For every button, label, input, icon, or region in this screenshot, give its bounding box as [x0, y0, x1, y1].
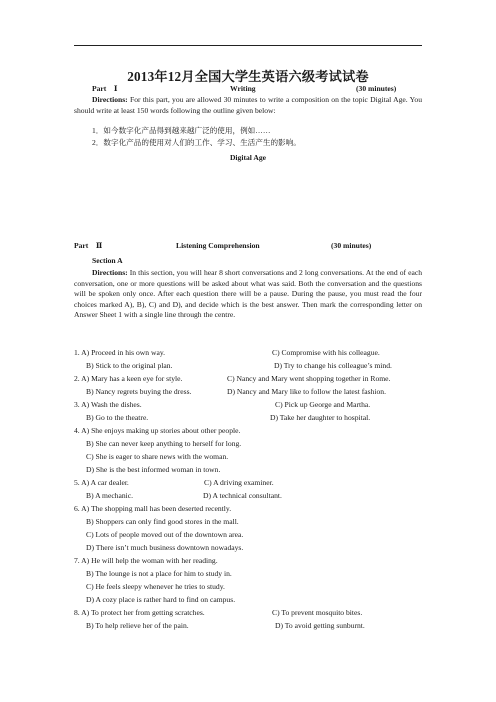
outline-point-1: 1．如今数字化产品得到越来越广泛的使用，例如…… [92, 126, 271, 135]
q4-c: C) She is eager to share news with the woman. [86, 452, 229, 461]
q5-a: 5. A) A car dealer. [74, 478, 129, 487]
q8-c: C) To prevent mosquito bites. [272, 608, 363, 617]
directions-text: In this section, you will hear 8 short conversations and 2 long conversations. At the end of each conversation, one or more questions will be asked about what was said. Both the conversation and the questions will be spoken only once. After each question there will be a pause. During the pause, you must read the four choices marked A), B), C) and D), and decide which is the best answer. Then mark the corresponding letter on Answer Sheet 1 with a single line through the centre. [74, 268, 422, 320]
q5-c: C) A driving examiner. [204, 478, 274, 487]
section-a-heading: Section A [92, 256, 123, 265]
q6-d: D) There isn’t much business downtown nowadays. [86, 543, 244, 552]
q3-d: D) Take her daughter to hospital. [270, 413, 371, 422]
outline-point-2: 2．数字化产品的使用对人们的工作、学习、生活产生的影响。 [92, 138, 301, 147]
part2-directions [74, 268, 422, 321]
q2-d: D) Nancy and Mary like to follow the latest fashion. [227, 387, 387, 396]
q2-c: C) Nancy and Mary went shopping together in Rome. [227, 374, 391, 383]
directions-text: For this part, you are allowed 30 minutes to write a composition on the topic Digital Age. You should write at least 150 words following the outline given below: [74, 95, 422, 115]
part1-label: Part Ⅰ [92, 84, 118, 93]
q4-a: 4. A) She enjoys making up stories about other people. [74, 426, 241, 435]
q2-b: B) Nancy regrets buying the dress. [86, 387, 192, 396]
q3-c: C) Pick up George and Martha. [275, 400, 371, 409]
q6-a: 6. A) The shopping mall has been deserted recently. [74, 504, 232, 513]
q2-a: 2. A) Mary has a keen eye for style. [74, 374, 183, 383]
q7-a: 7. A) He will help the woman with her reading. [74, 556, 218, 565]
q7-b: B) The lounge is not a place for him to study in. [86, 569, 232, 578]
part1-time: (30 minutes) [356, 84, 397, 93]
q6-c: C) Lots of people moved out of the downtown area. [86, 530, 244, 539]
essay-title: Digital Age [229, 153, 267, 162]
q7-d: D) A cozy place is rather hard to find on campus. [86, 595, 236, 604]
header-rule [74, 45, 422, 46]
part2-label: Part Ⅱ [74, 241, 103, 250]
directions-lead: Directions: [92, 268, 128, 277]
page-title: 2013年12月全国大学生英语六级考试试卷 [127, 69, 369, 84]
q1-c: C) Compromise with his colleague. [272, 348, 380, 357]
q3-b: B) Go to the theatre. [86, 413, 149, 422]
part1-name: Writing [230, 84, 256, 93]
q1-d: D) Try to change his colleague’s mind. [274, 361, 392, 370]
part1-directions [74, 95, 422, 116]
q5-b: B) A mechanic. [86, 491, 134, 500]
part2-name: Listening Comprehension [176, 241, 260, 250]
q4-d: D) She is the best informed woman in town. [86, 465, 221, 474]
q6-b: B) Shoppers can only find good stores in the mall. [86, 517, 239, 526]
q8-b: B) To help relieve her of the pain. [86, 621, 189, 630]
q8-a: 8. A) To protect her from getting scratches. [74, 608, 205, 617]
q5-d: D) A technical consultant. [203, 491, 282, 500]
q4-b: B) She can never keep anything to herself for long. [86, 439, 242, 448]
q1-b: B) Stick to the original plan. [86, 361, 173, 370]
q1-a: 1. A) Proceed in his own way. [74, 348, 166, 357]
directions-lead: Directions: [92, 95, 128, 104]
part2-time: (30 minutes) [331, 241, 372, 250]
q7-c: C) He feels sleepy whenever he tries to study. [86, 582, 225, 591]
q8-d: D) To avoid getting sunburnt. [275, 621, 365, 630]
q3-a: 3. A) Wash the dishes. [74, 400, 142, 409]
